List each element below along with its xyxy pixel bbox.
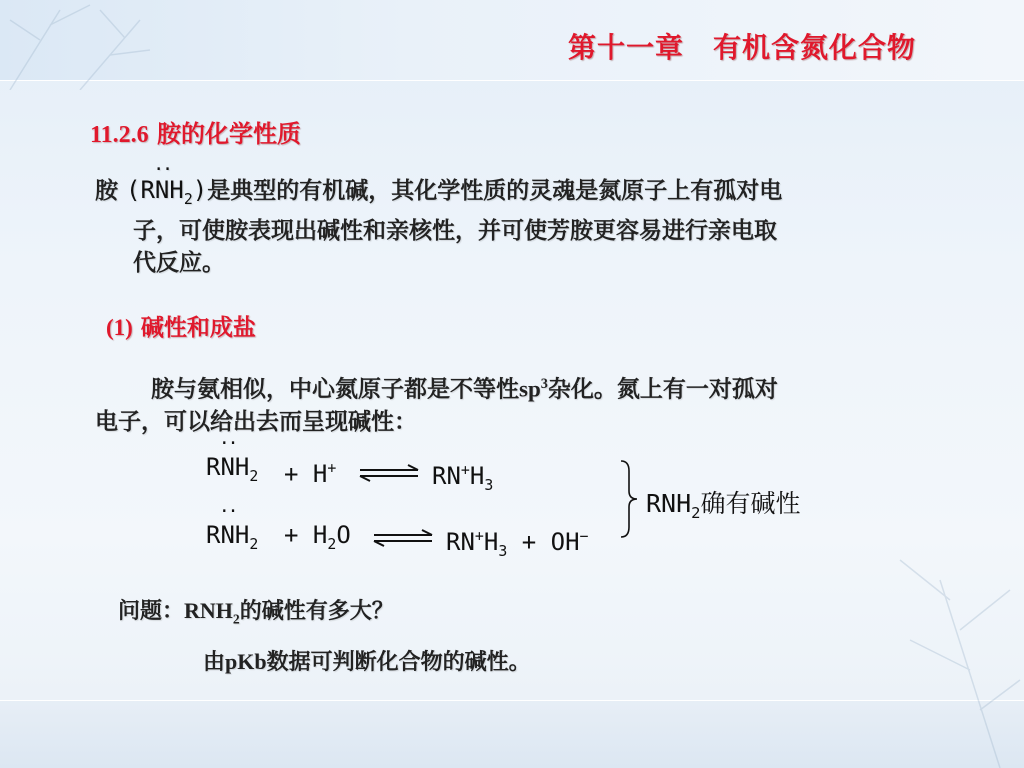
formula-open: (R [126,176,155,204]
eq1-product-sub: 3 [484,475,494,494]
answer-term: pKb [225,649,267,674]
eq1-proton-charge: + [327,459,337,477]
equilibrium-arrow-2 [370,528,436,548]
hybrid-sup: 3 [540,376,548,392]
eq2-sub: 2 [249,534,259,553]
question-formula: RNH [184,598,233,623]
intro-line-2: 子，可使胺表现出碱性和亲核性，并可使芳胺更容易进行亲电取 [133,217,777,244]
eq2-r: R [206,521,221,549]
eq1-r: R [206,453,221,481]
intro-paragraph [95,174,945,279]
eq2-hydroxide: OH [550,528,580,556]
right-brace [619,459,639,539]
eq2-plus-2: + [521,528,537,556]
amine-formula [126,176,208,208]
equation-1-reactant [206,453,258,485]
section-title [90,114,301,149]
background-tree-decoration [0,0,220,90]
eq2-water-h: H [312,521,328,549]
formula-sub: 2 [183,189,193,208]
basicity-line-2: 电子，可以给出去而呈现碱性： [95,408,417,435]
eq2-hydroxide-charge: − [579,527,589,545]
intro-line-3: 代反应。 [133,249,225,276]
question-line [118,594,394,627]
footer-band [0,700,1024,768]
answer-text: 数据可判断化合物的碱性。 [266,650,531,675]
eq1-plus: + [284,460,299,488]
basicity-text-b: 杂化。氮上有一对孤对 [547,376,778,403]
eq2-rn: RN [446,528,475,556]
hybrid-sp: sp [519,376,541,402]
formula-close: ) [192,176,208,204]
chapter-title: 第十一章 有机含氮化合物 [568,31,917,64]
eq1-proton: H [312,460,328,488]
lone-pair-n: ·· N [155,174,169,206]
eq1-product-h: H [469,462,485,490]
equation-1-product [432,461,493,494]
eq2-product-charge: + [474,527,484,545]
intro-lead: 胺 [95,178,118,204]
note-formula: RNH [646,489,692,518]
basicity-note [646,484,801,522]
section-title-text: 胺的化学性质 [157,120,302,148]
basicity-line-1 [95,368,945,406]
eq2-water-sub: 2 [327,534,337,553]
subsection-title [106,309,256,342]
question-formula-sub: 2 [232,611,240,627]
background-tree-decoration-right [880,520,1024,768]
eq1-sub: 2 [249,466,259,485]
subsection-title-text: 碱性和成盐 [140,315,256,341]
eq2-lone-pair-n: ·· N [220,521,234,549]
question-text: 的碱性有多大？ [239,599,394,624]
intro-line-1: 是典型的有机碱，其化学性质的灵魂是氮原子上有孤对电 [207,178,783,204]
equation-2-reagent [284,521,351,553]
formula-h: H [169,176,184,204]
question-label: 问题： [118,599,185,624]
section-number: 11.2.6 [90,122,149,148]
equation-1-reagent [284,459,336,488]
eq2-h: H [234,521,250,549]
equilibrium-arrow-1 [356,463,422,483]
basicity-paragraph [95,368,945,438]
note-text: 确有碱性 [700,489,801,518]
equation-2-reactant [206,521,258,553]
answer-prefix: 由 [203,650,226,675]
eq1-lone-pair-n: ·· N [220,453,234,481]
subsection-number: (1) [106,315,133,340]
eq2-water-o: O [336,521,351,549]
eq1-h: H [234,453,250,481]
answer-line [203,645,531,676]
eq2-product-sub: 3 [498,541,508,560]
basicity-text-a: 胺与氨相似，中心氮原子都是不等性 [151,376,519,403]
eq2-plus: + [284,521,299,549]
equation-2-product [446,527,589,560]
note-sub: 2 [691,504,701,522]
footer-divider [0,700,1024,701]
eq1-rn: RN [432,462,461,490]
eq1-product-charge: + [460,461,470,479]
eq2-product-h: H [483,528,499,556]
